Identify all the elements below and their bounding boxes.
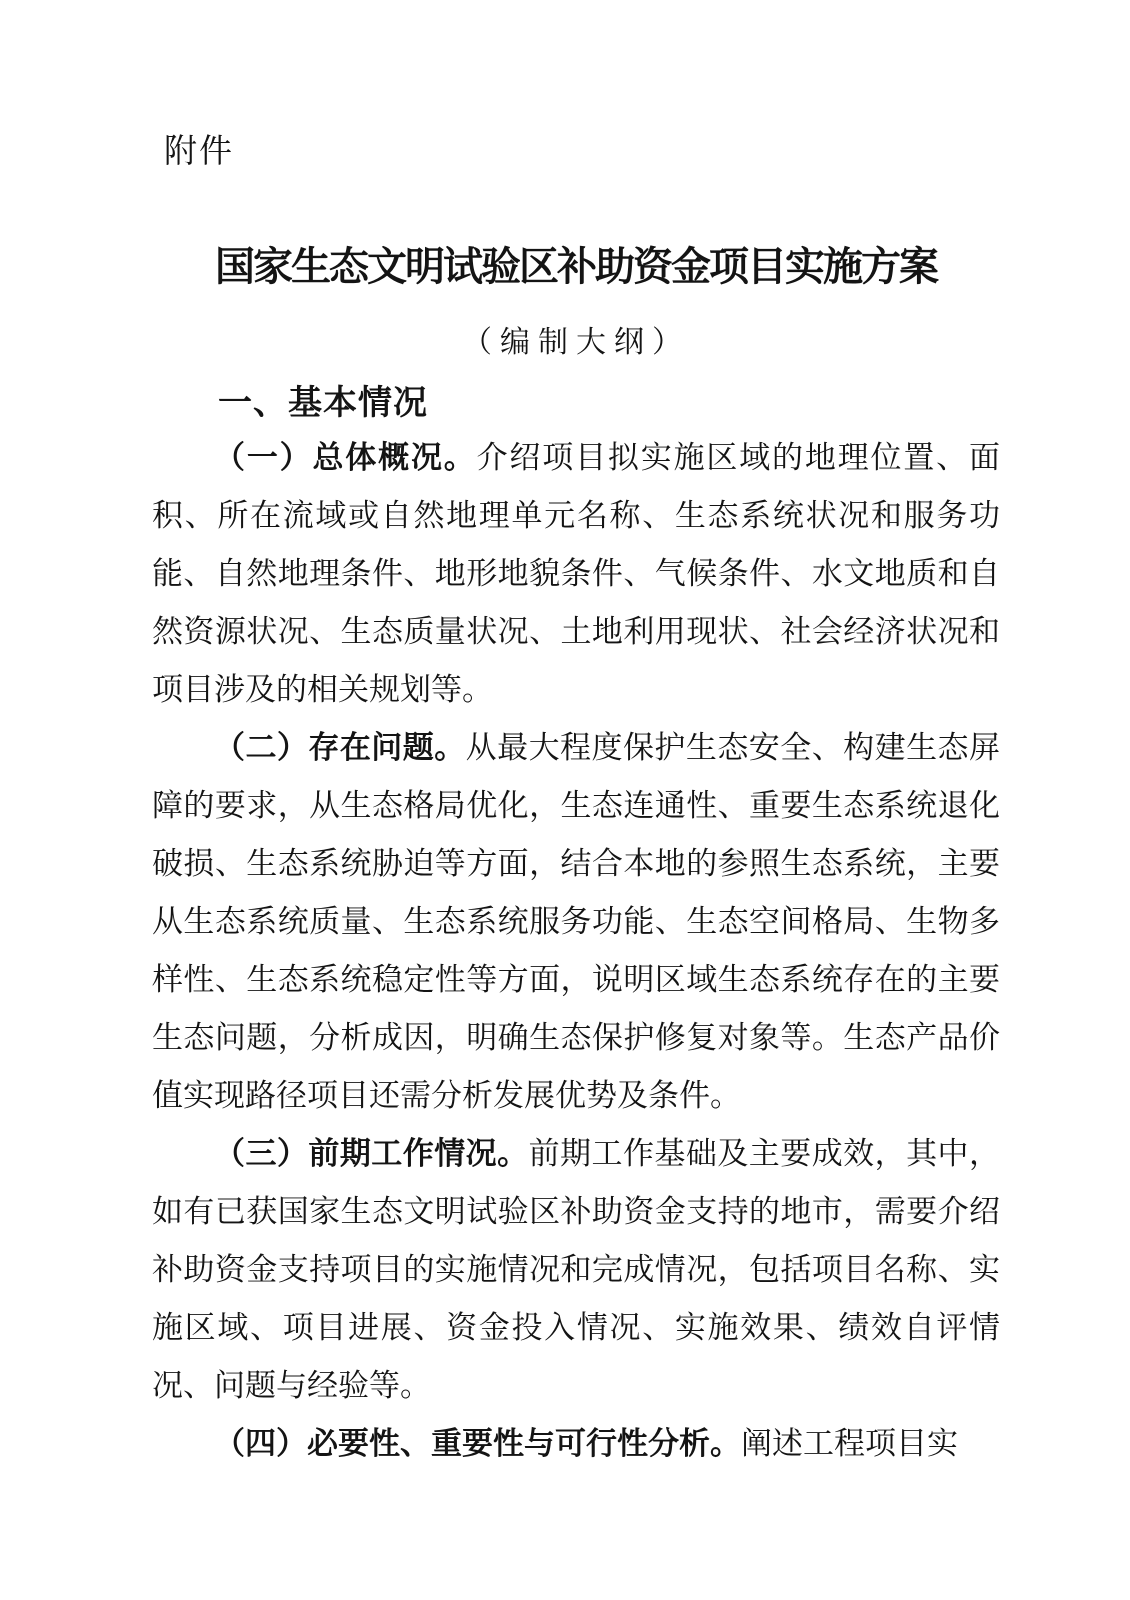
document-content bbox=[152, 0, 1000, 1473]
paragraph-necessity-analysis-lead: （四）必要性、重要性与可行性分析。 bbox=[214, 1425, 741, 1461]
paragraph-previous-work-lead: （三）前期工作情况。 bbox=[214, 1135, 529, 1171]
document-subtitle: （编制大纲） bbox=[462, 325, 690, 359]
paragraph-overview-lead: （一）总体概况。 bbox=[214, 439, 477, 475]
paragraph-previous-work bbox=[152, 1125, 1000, 1415]
attachment-label: 附件 bbox=[164, 134, 234, 170]
paragraph-overview bbox=[152, 429, 1000, 719]
section-heading-basic-situation: 一、基本情况 bbox=[218, 384, 428, 422]
paragraph-problems-lead: （二）存在问题。 bbox=[214, 729, 466, 765]
paragraph-necessity-analysis bbox=[152, 1415, 1000, 1473]
paragraph-previous-work-body: 前期工作基础及主要成效，其中，如有已获国家生态文明试验区补助资金支持的地市，需要介绍补助资金支持项目的实施情况和完成情况，包括项目名称、实施区域、项目进展、资金投入情况、实施效果、绩效自评情况、问题与经验等。 bbox=[152, 1135, 1001, 1403]
document-title: 国家生态文明试验区补助资金项目实施方案 bbox=[215, 244, 937, 289]
paragraph-problems bbox=[152, 719, 1000, 1125]
paragraph-overview-body: 介绍项目拟实施区域的地理位置、面积、所在流域或自然地理单元名称、生态系统状况和服务功能、自然地理条件、地形地貌条件、气候条件、水文地质和自然资源状况、生态质量状况、土地利用现状、社会经济状况和项目涉及的相关规划等。 bbox=[152, 439, 1000, 707]
paragraph-problems-body: 从最大程度保护生态安全、构建生态屏障的要求，从生态格局优化，生态连通性、重要生态系统退化破损、生态系统胁迫等方面，结合本地的参照生态系统，主要从生态系统质量、生态系统服务功能、生态空间格局、生物多样性、生态系统稳定性等方面，说明区域生态系统存在的主要生态问题，分析成因，明确生态保护修复对象等。生态产品价值实现路径项目还需分析发展优势及条件。 bbox=[152, 729, 1001, 1113]
paragraph-necessity-analysis-body: 阐述工程项目实 bbox=[741, 1425, 958, 1461]
